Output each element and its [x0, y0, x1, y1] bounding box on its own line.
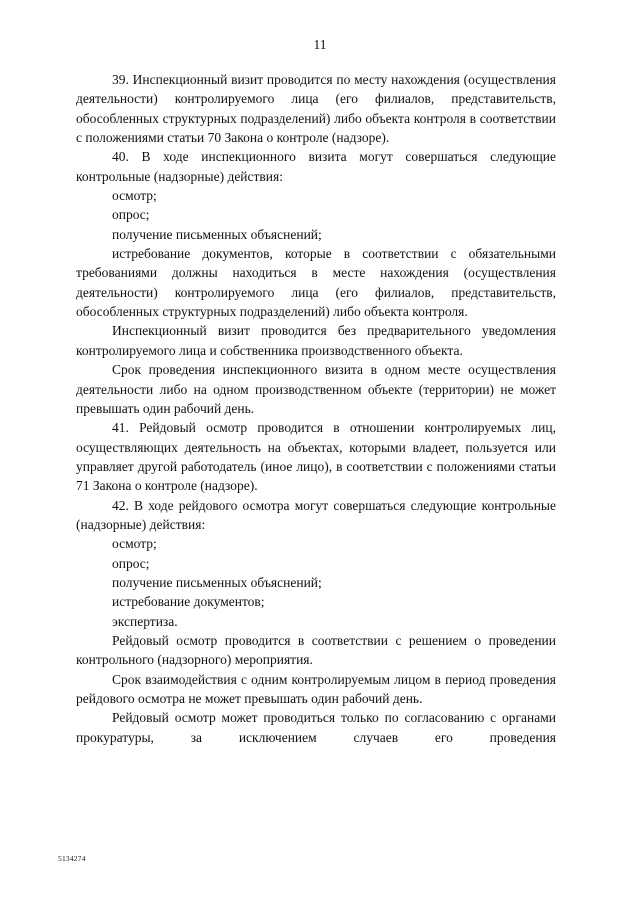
list-item: осмотр; — [112, 188, 157, 204]
list-item: истребование документов; — [112, 594, 265, 610]
list-item: получение письменных объяснений; — [112, 574, 322, 590]
document-body — [76, 70, 556, 747]
paragraph-42: 42. В ходе рейдового осмотра могут совершаться следующие контрольные (надзорные) действия: — [76, 497, 556, 532]
paragraph-39: 39. Инспекционный визит проводится по месту нахождения (осуществления деятельности) контролируемого лица (его филиалов, представительств, обособленных структурных подразделений) либо объекта контроля в соответствии с положениями статьи 70 Закона о контроле (надзоре). — [76, 72, 556, 146]
paragraph-41: 41. Рейдовый осмотр проводится в отношении контролируемых лиц, осуществляющих деятельность на объектах, которыми владеет, пользуется или управляет другой работодатель (иное лицо), в соответствии с положениями статьи 71 Закона о контроле (надзоре). — [76, 420, 556, 494]
list-item: экспертиза. — [112, 613, 178, 629]
list-item: осмотр; — [112, 536, 157, 552]
list-item: опрос; — [112, 555, 150, 571]
paragraph: Срок взаимодействия с одним контролируемым лицом в период проведения рейдового осмотра не может превышать один рабочий день. — [76, 671, 556, 706]
page-number: 11 — [313, 37, 327, 52]
list-item: получение письменных объяснений; — [112, 226, 322, 242]
paragraph: Рейдовый осмотр может проводиться только по согласованию с органами прокуратуры, за исключением случаев его проведения — [76, 710, 556, 745]
paragraph-40: 40. В ходе инспекционного визита могут совершаться следующие контрольные (надзорные) действия: — [76, 149, 556, 184]
paragraph: Срок проведения инспекционного визита в одном месте осуществления деятельности либо на одном производственном объекте (территории) не может превышать один рабочий день. — [76, 362, 556, 416]
paragraph: Рейдовый осмотр проводится в соответствии с решением о проведении контрольного (надзорного) мероприятия. — [76, 632, 556, 668]
list-item: истребование документов, которые в соответствии с обязательными требованиями должны находиться в месте нахождения (осуществления деятельности) контролируемого лица (его филиалов, представительств, обособленных структурных подразделений) либо объекта контроля. — [76, 246, 556, 320]
document-code: 5134274 — [58, 854, 86, 863]
list-item: опрос; — [112, 207, 150, 223]
paragraph: Инспекционный визит проводится без предварительного уведомления контролируемого лица и собственника производственного объекта. — [76, 323, 556, 358]
